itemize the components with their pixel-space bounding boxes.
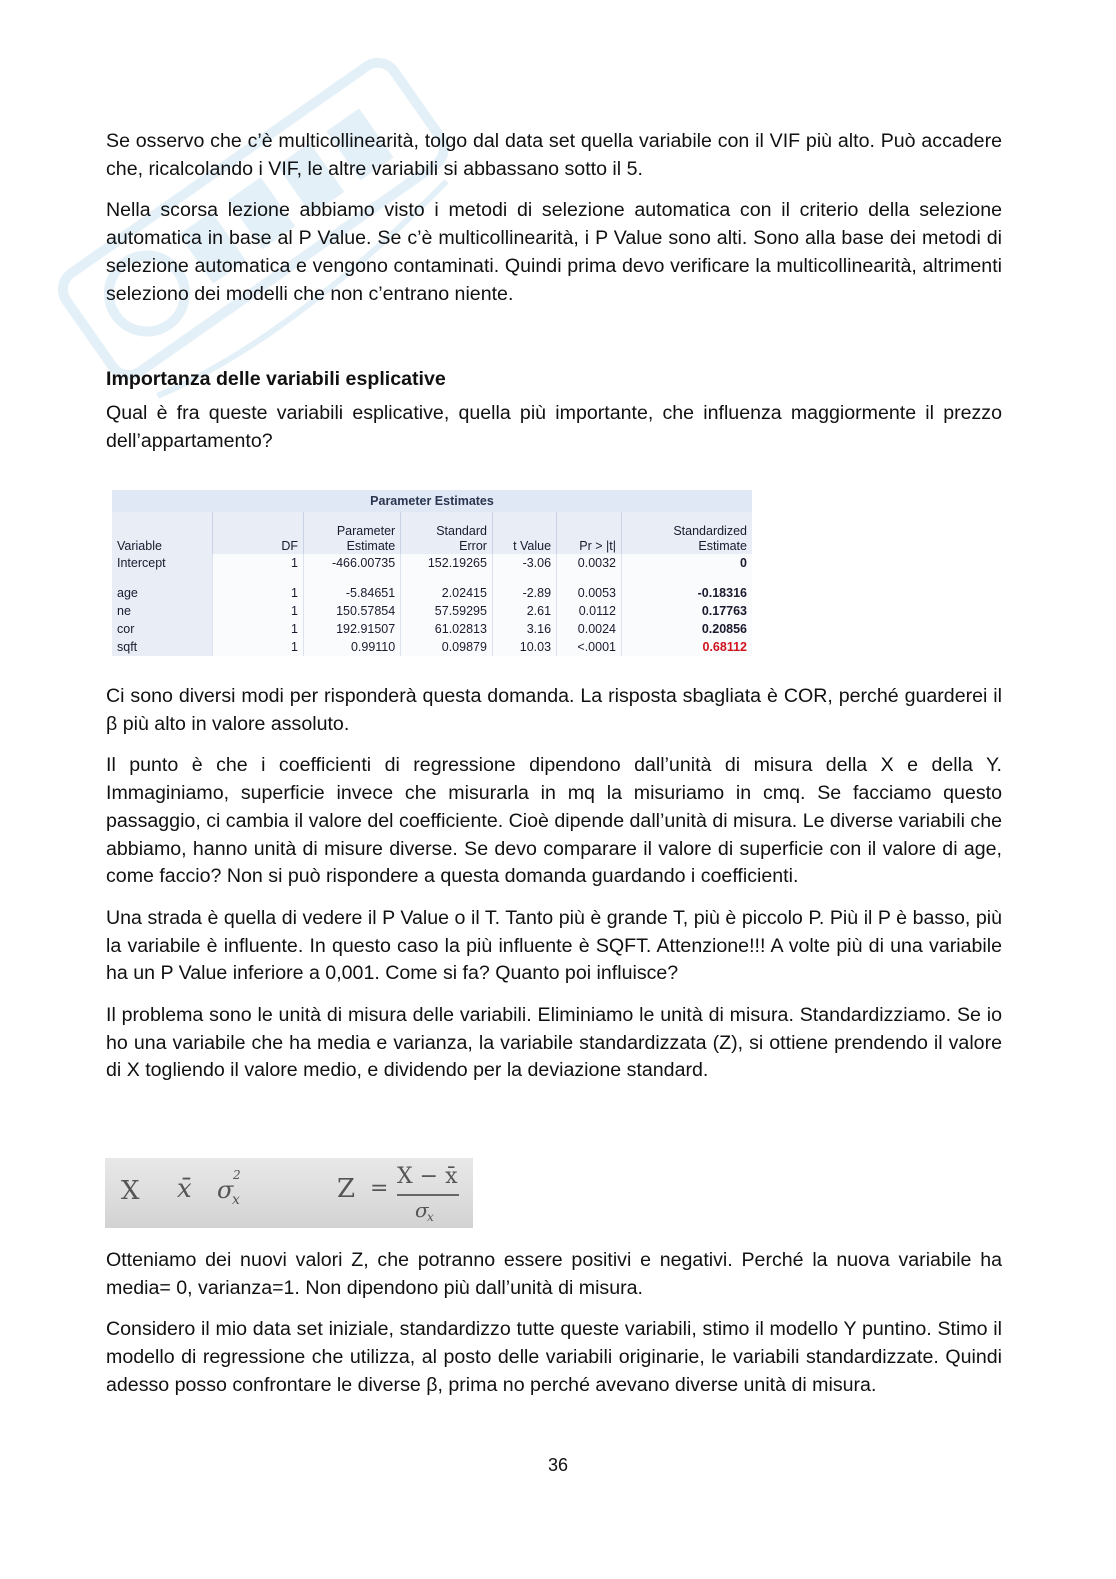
cell-p: 0.0032 [557,554,622,572]
col-df: DF [213,512,304,554]
formula-eq: = [370,1176,389,1201]
parameter-estimates-table [112,490,752,660]
cell-p: <.0001 [557,638,622,656]
cell-estimate: -466.00735 [304,554,401,572]
cell-stderr: 61.02813 [401,620,493,638]
cell-estimate: 0.99110 [304,638,401,656]
col-t: t Value [492,512,556,554]
formula-x: X [121,1176,140,1206]
cell-df: 1 [213,554,304,572]
cell-t: -3.06 [492,554,556,572]
page-content [106,128,1002,455]
cell-std-highlight: 0.68112 [622,638,753,656]
cell-estimate: 150.57854 [304,602,401,620]
page-number: 36 [547,1455,569,1475]
paragraph-multicollinearity: Se osservo che c’è multicollinearità, tolgo dal data set quella variabile con il VIF più alto. Può accadere che, ricalcolando i VIF, le altre variabili si abbassano sotto il 5. [106,130,1002,180]
cell-t: 10.03 [492,638,556,656]
table-row [112,554,752,572]
col-estimate: Parameter Estimate [304,512,401,554]
section-heading: Importanza delle variabili esplicative [106,368,446,391]
table-caption: Parameter Estimates [112,490,752,512]
paragraph-units: Il punto è che i coefficienti di regressione dipendono dall’unità di misura della X e della Y. Immaginiamo, superficie invece che misurarla in mq la misuriamo in cmq. Se facciamo questo passaggio, ci cambia il valore del coefficiente. Cioè dipende dall’unità di misura. Le diverse variabili che abbiamo, hanno unità di misure diverse. Se devo comparare il valore di superficie con il valore di age, come faccio? Non si può rispondere a questa domanda guardando i coefficienti. [106,754,1003,888]
col-std-estimate: Standardized Estimate [622,512,753,554]
formula-z: Z [337,1174,356,1204]
col-variable: Variable [112,512,213,554]
cell-variable: age [112,584,213,602]
table-row [112,620,752,638]
table-row [112,602,752,620]
table-row [112,638,752,656]
formula-xbar: x̄ [177,1174,192,1204]
cell-stderr: 57.59295 [401,602,493,620]
cell-std: 0.20856 [622,620,753,638]
cell-stderr: 2.02415 [401,584,493,602]
formula-fraction-bar [397,1194,459,1196]
cell-std: 0 [622,554,753,572]
cell-estimate: 192.91507 [304,620,401,638]
paragraph-question: Qual è fra queste variabili esplicative, quella più importante, che influenza maggiormente il prezzo dell’appartamento? [106,401,1002,452]
paragraph-pvalue: Una strada è quella di vedere il P Value o il T. Tanto più è grande T, più è piccolo P. Più il P è basso, più la variabile è influente. In questo caso la più influente è SQFT. Attenzione!!! A volte più di una variabile ha un P Value inferiore a 0,001. Come si fa? Quanto poi influisce? [106,906,1002,985]
cell-t: -2.89 [492,584,556,602]
col-stderr: Standard Error [401,512,493,554]
cell-stderr: 0.09879 [401,638,493,656]
cell-t: 2.61 [492,602,556,620]
table-row [112,584,752,602]
standardization-formula-image [105,1158,473,1228]
cell-std: -0.18316 [622,584,753,602]
cell-p: 0.0024 [557,620,622,638]
formula-sigma-sup: 2 [233,1168,241,1182]
paragraph-standardize: Il problema sono le unità di misura delle variabili. Eliminiamo le unità di misura. Standardizziamo. Se io ho una variabile che ha media e varianza, la variabile standardizzata (Z), si ottiene prendendo il valore di X togliendo il valore medio, e dividendo per la deviazione standard. [106,1004,1002,1082]
formula-numerator: X − x̄ [397,1164,458,1189]
formula-den-sub: x [427,1210,434,1224]
paragraph-selection: Nella scorsa lezione abbiamo visto i metodi di selezione automatica con il criterio della selezione automatica in base al P Value. Se c’è multicollinearità, i P Value sono alti. Sono alla base dei metodi di selezione automatica e vengono contaminati. Quindi prima devo verificare la multicollinearità, altrimenti seleziono dei modelli che non c’entrano niente. [106,199,1002,305]
formula-sigma-sub: x [232,1192,240,1208]
cell-df: 1 [213,638,304,656]
page-content-bottom [106,1247,1002,1400]
cell-variable: Intercept [112,554,213,572]
cell-p: 0.0112 [557,602,622,620]
cell-std: 0.17763 [622,602,753,620]
paragraph-answer: Ci sono diversi modi per risponderà questa domanda. La risposta sbagliata è COR, perché guarderei il β più alto in valore assoluto. [106,685,1002,735]
page-content-mid [106,683,1002,1085]
cell-df: 1 [213,602,304,620]
cell-estimate: -5.84651 [304,584,401,602]
cell-variable: sqft [112,638,213,656]
formula-sigma: σ [217,1176,234,1204]
cell-variable: ne [112,602,213,620]
col-p: Pr > |t| [557,512,622,554]
paragraph-model: Considero il mio data set iniziale, standardizzo tutte queste variabili, stimo il modello Y puntino. Stimo il modello di regressione che utilizza, al posto delle variabili originarie, le variabili standardizzate. Quindi adesso posso confrontare le diverse β, prima no perché avevano diverse unità di misura. [106,1318,1002,1396]
cell-df: 1 [213,620,304,638]
cell-variable: cor [112,620,213,638]
cell-t: 3.16 [492,620,556,638]
formula-denominator: σ [415,1198,429,1222]
cell-stderr: 152.19265 [401,554,493,572]
cell-p: 0.0053 [557,584,622,602]
paragraph-new-values: Otteniamo dei nuovi valori Z, che potranno essere positivi e negativi. Perché la nuova variabile ha media= 0, varianza=1. Non dipendono più dall’unità di misura. [106,1249,1002,1299]
cell-df: 1 [213,584,304,602]
